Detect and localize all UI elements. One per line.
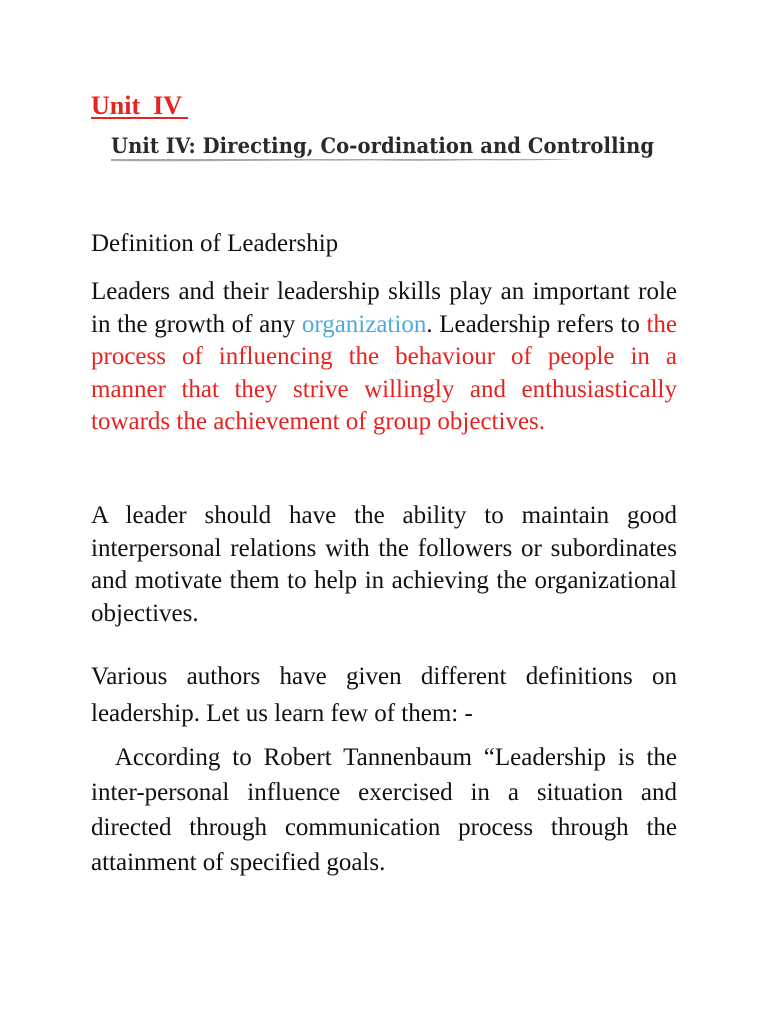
paragraph-leadership-definition [91, 276, 677, 439]
banner-cut-off-line [111, 159, 671, 165]
paragraph1-text-b: . Leadership refers to [426, 310, 647, 338]
unit-label: Unit IV [91, 91, 189, 120]
paragraph-tannenbaum-quote: According to Robert Tannenbaum “Leadership is the inter-personal influence exercised in a situation and directed through communication process through the attainment of specified goals. [91, 744, 684, 876]
highlighted-definition: the process of influencing the behaviour of people in a manner that they strive willingly and enthusiastically towards the achievement of group objectives. [91, 310, 677, 435]
organization-link[interactable]: organization [301, 310, 427, 338]
section-heading: Definition of Leadership [91, 230, 339, 257]
unit-banner-image [111, 131, 671, 165]
paragraph-various-authors: Various authors have given different definitions on leadership. Let us learn few of them: - [91, 663, 677, 727]
paragraph1-text-a: Leaders and their leadership skills play an important role in the growth of any [91, 278, 677, 338]
paragraph-leader-ability: A leader should have the ability to maintain good interpersonal relations with the followers or subordinates and motivate them to help in achieving the organizational objectives. [91, 502, 677, 627]
unit-banner-text: Unit IV: Directing, Co-ordination and Controlling [111, 133, 655, 158]
